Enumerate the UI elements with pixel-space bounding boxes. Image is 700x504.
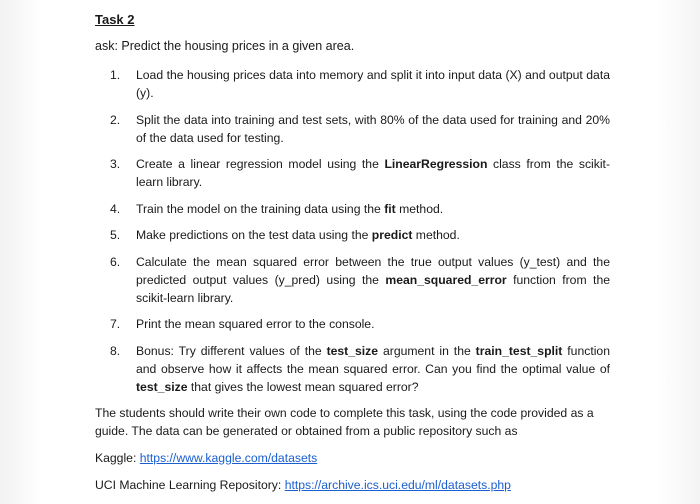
list-item [110,200,610,218]
step-number: 4. [110,201,121,216]
step-number: 1. [110,68,121,82]
step-text: Bonus: Try different values of the [136,343,327,358]
step-text: Create a linear regression model using the [136,157,385,171]
step-code-term: predict [371,228,413,242]
list-item [110,253,610,307]
step-number: 8. [110,343,121,358]
step-code-term: test_size [326,343,379,358]
step-text: Train the model on the training data using the [136,201,385,216]
kaggle-link[interactable]: https://www.kaggle.com/datasets [139,451,318,465]
step-text: argument in the [378,343,476,358]
step-code-term: train_test_split [475,343,563,358]
step-text: Print the mean squared error to the console. [136,317,375,331]
step-text: method. [395,201,444,216]
step-text: function and observe how it affects the mean squared error. Can you find the optimal value of [136,343,610,376]
list-item [110,66,610,102]
step-code-term: mean_squared_error [385,272,507,287]
list-item [110,342,610,396]
step-number: 7. [110,317,121,331]
uci-link[interactable]: https://archive.ics.uci.edu/ml/datasets.php [284,478,511,492]
step-text: Load the housing prices data into memory and split it into input data (X) and output data (y). [136,68,610,100]
task-intro: ask: Predict the housing prices in a given area. [95,39,355,53]
step-text: Calculate the mean squared error between the true output values (y_test) and the predicted output values (y_pred) using the [136,254,610,287]
task-title: Task 2 [95,12,135,27]
outro-paragraph: The students should write their own code to complete this task, using the code provided as a guide. The data can be generated or obtained from a public repository such as [95,406,594,438]
kaggle-line [95,451,317,465]
step-number: 6. [110,254,121,269]
step-code-term: test_size [136,379,188,394]
list-item [110,155,610,191]
step-text: class from the scikit-learn library. [136,157,610,189]
step-text: method. [412,228,460,242]
uci-label: UCI Machine Learning Repository: [95,478,285,492]
uci-line [95,478,511,492]
kaggle-label: Kaggle: [95,451,140,465]
step-number: 5. [110,228,121,242]
step-text: Split the data into training and test sets, with 80% of the data used for training and 20% of the data used for testing. [136,112,610,145]
step-code-term: fit [384,201,396,216]
step-number: 2. [110,112,121,127]
list-item [110,111,610,147]
step-text: function from the scikit-learn library. [136,272,610,305]
step-code-term: LinearRegression [384,157,488,171]
list-item [110,226,610,244]
list-item [110,315,610,333]
steps-list [110,66,610,404]
step-text: Make predictions on the test data using the [136,228,372,242]
step-number: 3. [110,157,121,171]
step-text: that gives the lowest mean squared error? [187,379,419,394]
